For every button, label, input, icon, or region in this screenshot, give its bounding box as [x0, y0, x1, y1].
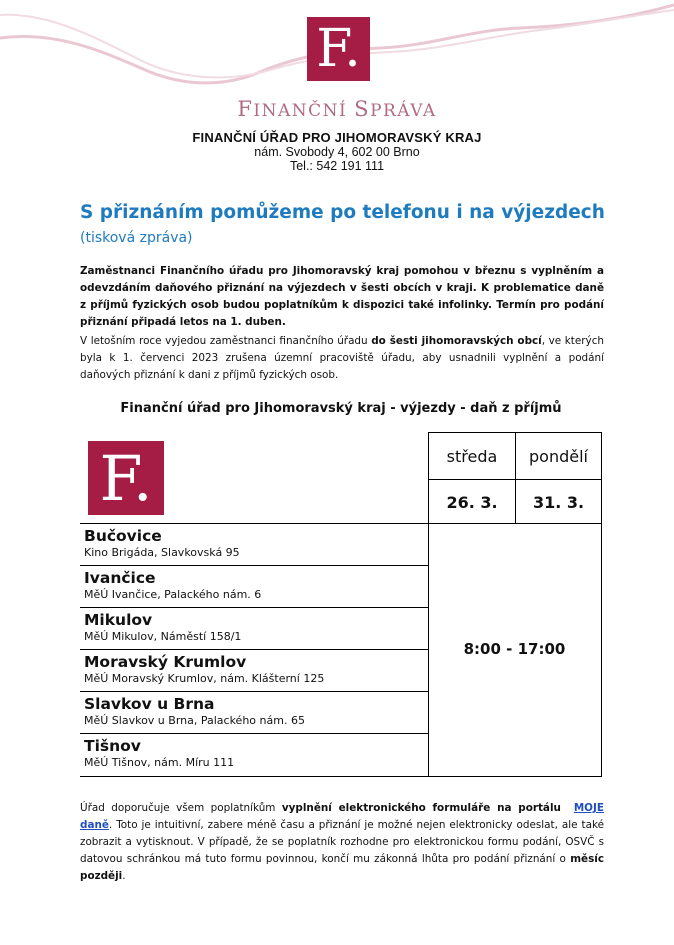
table-title: Finanční úřad pro Jihomoravský kraj - výjezdy - daň z příjmů: [120, 401, 562, 416]
location-address: MěÚ Ivančice, Palackého nám. 6: [84, 588, 262, 601]
location-name: Ivančice: [84, 569, 156, 587]
office-phone: Tel.: 542 191 111: [289, 159, 385, 173]
location-address: Kino Brigáda, Slavkovská 95: [84, 546, 240, 559]
paragraph3-text: Úřad doporučuje všem poplatníkům: [80, 802, 282, 814]
location-row: [84, 695, 424, 728]
location-row: [84, 569, 424, 602]
table-logo-letter: F.: [99, 441, 153, 515]
location-address: MěÚ Moravský Krumlov, nám. Klášterní 125: [84, 672, 325, 685]
brand-word-1: INANČNÍ: [253, 101, 355, 121]
brand-initial-2: S: [354, 97, 371, 121]
location-address: MěÚ Mikulov, Náměstí 158/1: [84, 630, 242, 643]
paragraph3-bold: vyplnění elektronického formuláře na portálu: [281, 802, 561, 814]
row-separator: [80, 565, 428, 566]
location-address: MěÚ Slavkov u Brna, Palackého nám. 65: [84, 714, 305, 727]
table-border: [80, 523, 602, 524]
location-row: [84, 527, 424, 560]
location-name: Moravský Krumlov: [84, 653, 247, 671]
row-separator: [80, 691, 428, 692]
paragraph2-text: V letošním roce vyjedou zaměstnanci finančního úřadu: [80, 335, 372, 347]
office-address: nám. Svobody 4, 602 00 Brno: [254, 145, 420, 159]
logo-letter: F.: [316, 19, 361, 79]
table-logo: [88, 441, 164, 515]
location-row: [84, 611, 424, 644]
paragraph3-text-end: .: [122, 870, 126, 882]
opening-hours: 8:00 - 17:00: [463, 640, 566, 658]
location-address: MěÚ Tišnov, nám. Míru 111: [84, 756, 235, 769]
date-wednesday: 26. 3.: [446, 493, 498, 512]
intro-paragraph: Zaměstnanci Finančního úřadu pro Jihomoravský kraj pomohou v březnu s vyplněním a odevzdáním daňového přiznání na výjezdech v šesti obcích v kraji. K problematice daně z příjmů fyzických osob budou poplatníkům k dispozici také infolinky. Termín pro podání přiznání připadá letos na 1. duben.: [80, 265, 604, 328]
date-monday: 31. 3.: [532, 493, 585, 512]
brand-word-2: PRÁVA: [370, 101, 437, 121]
day-header-wednesday: středa: [446, 447, 498, 466]
location-row: [84, 737, 424, 770]
paragraph3-bold-end: měsíc později: [80, 853, 604, 882]
location-name: Tišnov: [84, 737, 141, 755]
paragraph2-text-end: , ve kterých byla k 1. červenci 2023 zrušena územní pracoviště úřadu, aby usnadnili vyplnění a podání daňových přiznání k dani z příjmů fyzických osob.: [80, 335, 604, 381]
location-name: Bučovice: [84, 527, 162, 545]
press-subheadline: (tisková zpráva): [80, 230, 193, 246]
brand-name: [0, 97, 674, 121]
location-row: [84, 653, 424, 686]
location-name: Mikulov: [84, 611, 153, 629]
table-border: [601, 432, 602, 777]
paragraph2-bold: do šesti jihomoravských obcí: [371, 335, 542, 347]
row-separator: [80, 649, 428, 650]
finance-logo: [307, 17, 370, 81]
press-headline: S přiznáním pomůžeme po telefonu i na výjezdech: [80, 202, 605, 223]
paragraph3-text-mid: . Toto je intuitivní, zabere méně času a přiznání je možné nejen elektronicky odeslat, ale také zobrazit a vytisknout. V případě, že se poplatník rozhodne pro elektronickou formu podání, OSVČ s datovou schránkou má tuto formu povinnou, končí mu zákonná lhůta pro podání přiznání o: [80, 819, 604, 865]
day-header-monday: pondělí: [529, 447, 588, 466]
row-separator: [80, 733, 428, 734]
location-name: Slavkov u Brna: [84, 695, 215, 713]
table-border: [428, 432, 429, 777]
body-paragraph: [80, 333, 604, 384]
recommendation-paragraph: [80, 800, 604, 885]
table-border: [80, 776, 602, 777]
moje-dane-link[interactable]: MOJE daně: [80, 802, 604, 831]
schedule-table: [80, 432, 602, 777]
row-separator: [80, 607, 428, 608]
brand-initial-1: F: [237, 97, 254, 121]
office-name: FINANČNÍ ÚŘAD PRO JIHOMORAVSKÝ KRAJ: [192, 130, 482, 145]
